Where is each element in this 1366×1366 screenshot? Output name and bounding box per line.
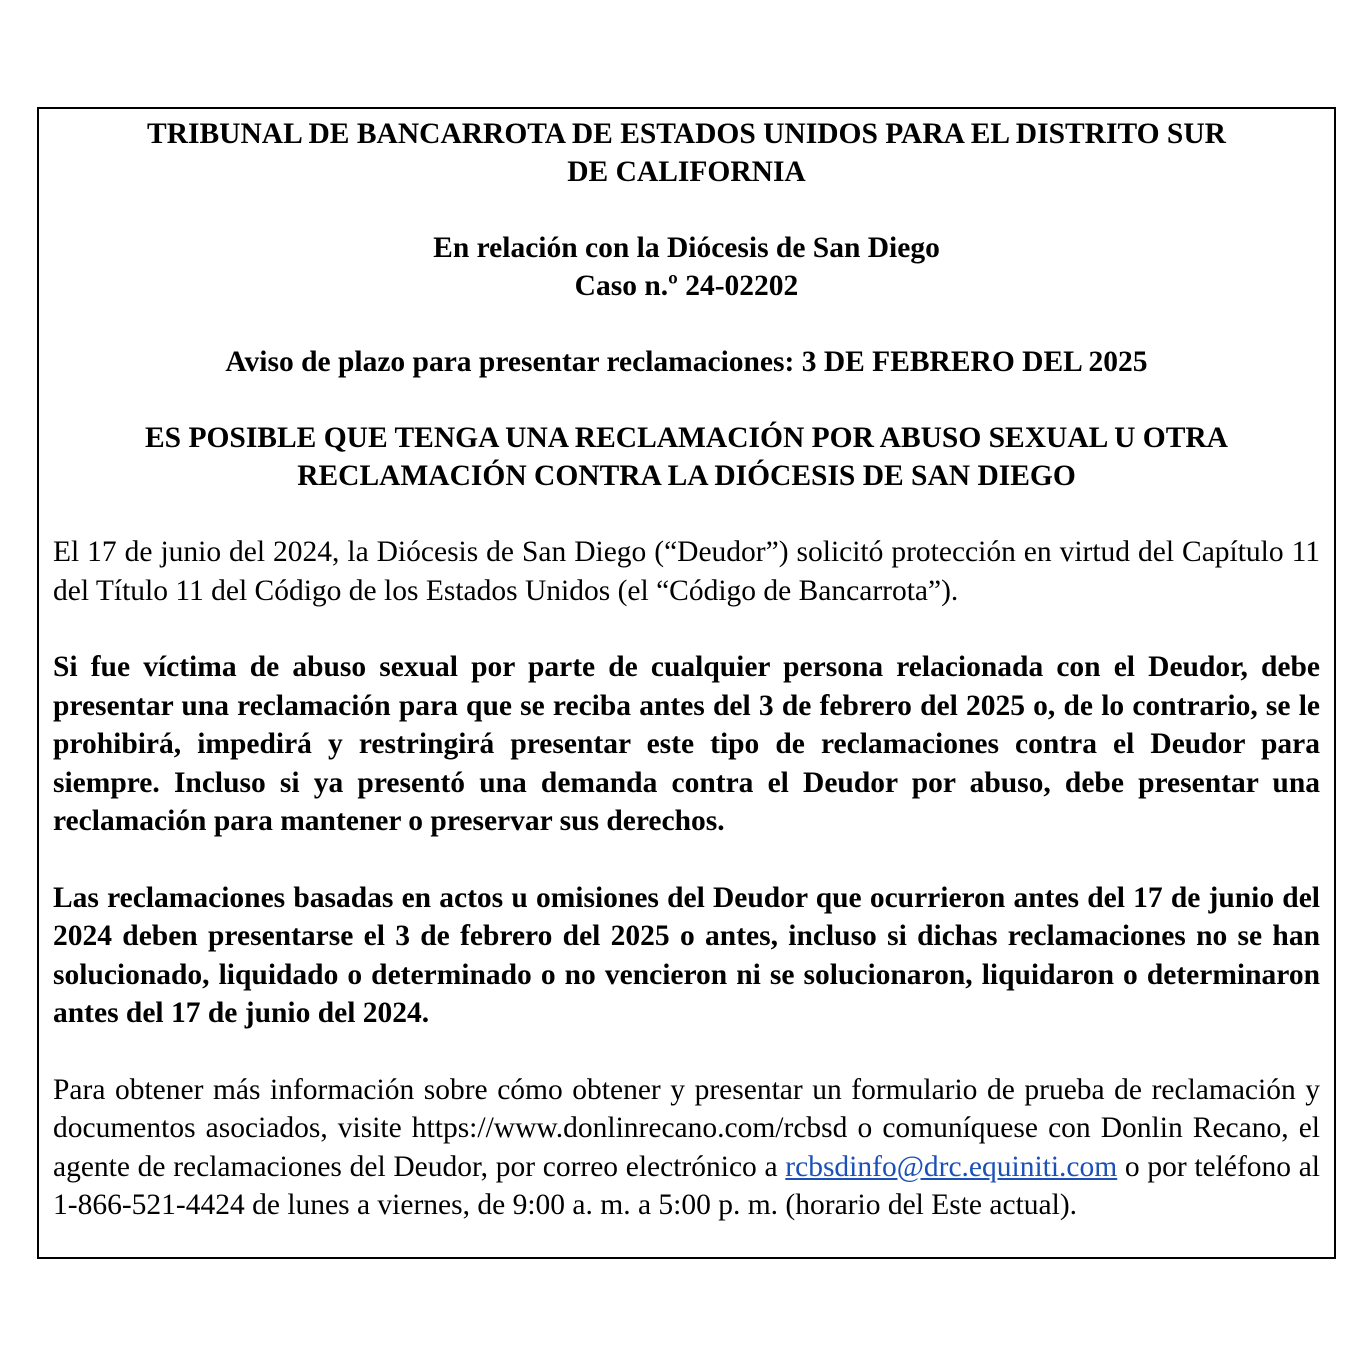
deadline-text: Aviso de plazo para presentar reclamaciones: 3 DE FEBRERO DEL 2025: [225, 346, 1148, 378]
notice-box: [37, 107, 1336, 1259]
email-link[interactable]: rcbsdinfo@drc.equiniti.com: [785, 1150, 1118, 1183]
abuse-claim-paragraph: Si fue víctima de abuso sexual por parte de cualquier persona relacionada con el Deudor, debe presentar una reclamación para que se reciba antes del 3 de febrero del 2025 o, de lo contrario, se le prohibirá, impedirá y restringirá presentar este tipo de reclamaciones contra el Deudor para siempre. Incluso si ya presentó una demanda contra el Deudor por abuso, debe presentar una reclamación para mantener o preservar sus derechos.: [53, 651, 1320, 837]
intro-paragraph: El 17 de junio del 2024, la Diócesis de San Diego (“Deudor”) solicitó protección en virtud del Capítulo 11 del Título 11 del Código de los Estados Unidos (el “Código de Bancarrota”).: [53, 536, 1320, 607]
contact-info-text: Para obtener más información sobre cómo obtener y presentar un formulario de prueba de reclamación y documentos asociados, visite https://www.donlinrecano.com/rcbsd o comuníquese con Donlin Recano, el agente de reclamaciones del Deudor, por correo electrónico a: [53, 1073, 1320, 1183]
court-title-line-2: DE CALIFORNIA: [567, 156, 806, 188]
court-title: [53, 115, 1320, 191]
case-block: [53, 229, 1320, 305]
warning-heading: [53, 419, 1320, 495]
contact-info-text-end: o por teléfono al 1-866-521-4424 de lunes a viernes, de 9:00 a. m. a 5:00 p. m. (horario del Este actual).: [53, 1150, 1320, 1221]
case-number: Caso n.º 24-02202: [574, 270, 799, 302]
other-claims-paragraph: Las reclamaciones basadas en actos u omisiones del Deudor que ocurrieron antes del 17 de junio del 2024 deben presentarse el 3 de febrero del 2025 o antes, incluso si dichas reclamaciones no se han solucionado, liquidado o determinado o no vencieron ni se solucionaron, liquidaron o determinaron antes del 17 de junio del 2024.: [53, 881, 1320, 1029]
contact-info-paragraph: [53, 1071, 1320, 1225]
claims-deadline-heading: [53, 343, 1320, 381]
warning-line-2: RECLAMACIÓN CONTRA LA DIÓCESIS DE SAN DIEGO: [297, 460, 1076, 492]
court-title-line-1: TRIBUNAL DE BANCARROTA DE ESTADOS UNIDOS PARA EL DISTRITO SUR: [147, 118, 1226, 150]
warning-line-1: ES POSIBLE QUE TENGA UNA RECLAMACIÓN POR ABUSO SEXUAL U OTRA: [145, 422, 1228, 454]
in-re-line: En relación con la Diócesis de San Diego: [433, 232, 940, 264]
